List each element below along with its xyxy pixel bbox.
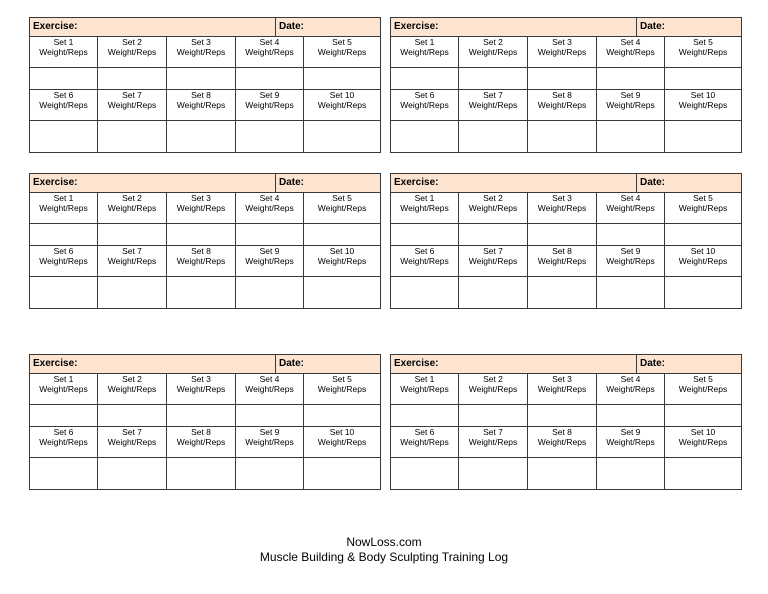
entry-cell[interactable] <box>459 121 528 152</box>
entry-cell[interactable] <box>304 121 380 152</box>
set-label-cell <box>30 90 98 120</box>
set-label-cell <box>167 427 236 457</box>
set-number: Set 9 <box>620 90 641 100</box>
set-number: Set 1 <box>414 37 435 47</box>
set-unit: Weight/Reps <box>107 255 157 266</box>
set-unit: Weight/Reps <box>606 436 655 447</box>
set-number: Set 7 <box>483 427 503 437</box>
set-number: Set 10 <box>690 90 716 100</box>
exercise-header <box>391 355 741 374</box>
set-label-cell <box>391 37 459 67</box>
set-number: Set 8 <box>552 246 572 256</box>
entry-cell[interactable] <box>167 224 236 245</box>
entry-cell[interactable] <box>528 458 597 489</box>
set-label-cell <box>304 374 380 404</box>
set-unit: Weight/Reps <box>107 383 157 394</box>
set-label-cell <box>236 374 304 404</box>
entry-cell[interactable] <box>597 68 665 89</box>
set-label-cell <box>528 374 597 404</box>
entry-cell[interactable] <box>304 68 380 89</box>
set-unit: Weight/Reps <box>537 255 587 266</box>
entry-cell[interactable] <box>528 224 597 245</box>
set-label-cell <box>304 90 380 120</box>
entry-cell[interactable] <box>391 121 459 152</box>
entry-cell[interactable] <box>597 224 665 245</box>
set-number: Set 8 <box>191 246 211 256</box>
date-field[interactable]: Date: <box>279 177 305 188</box>
entry-row <box>30 277 380 308</box>
set-number: Set 5 <box>332 374 352 384</box>
set-label-cell <box>167 37 236 67</box>
set-number: Set 4 <box>620 37 641 47</box>
exercise-header <box>30 18 380 37</box>
set-number: Set 10 <box>329 90 355 100</box>
set-unit: Weight/Reps <box>678 99 728 110</box>
set-number: Set 4 <box>620 374 641 384</box>
entry-cell[interactable] <box>30 458 98 489</box>
entry-row <box>30 224 380 246</box>
set-unit: Weight/Reps <box>107 436 157 447</box>
set-number: Set 7 <box>122 427 142 437</box>
set-unit: Weight/Reps <box>245 255 294 266</box>
set-unit: Weight/Reps <box>537 46 587 57</box>
entry-cell[interactable] <box>459 405 528 426</box>
set-label-cell <box>665 37 741 67</box>
set-number: Set 10 <box>690 427 716 437</box>
entry-cell[interactable] <box>665 405 741 426</box>
set-number: Set 3 <box>552 37 572 47</box>
set-label-cell <box>236 37 304 67</box>
exercise-block <box>390 354 742 490</box>
entry-cell[interactable] <box>597 277 665 308</box>
entry-cell[interactable] <box>167 458 236 489</box>
date-field[interactable]: Date: <box>279 358 305 369</box>
entry-cell[interactable] <box>236 405 304 426</box>
set-unit: Weight/Reps <box>39 46 88 57</box>
set-label-cell <box>597 427 665 457</box>
entry-cell[interactable] <box>236 121 304 152</box>
set-label-cell <box>167 193 236 223</box>
set-number: Set 7 <box>122 90 142 100</box>
entry-cell[interactable] <box>528 121 597 152</box>
set-label-cell <box>167 246 236 276</box>
set-label-cell <box>597 37 665 67</box>
entry-cell[interactable] <box>30 121 98 152</box>
entry-cell[interactable] <box>98 68 167 89</box>
set-label-cell <box>304 427 380 457</box>
entry-cell[interactable] <box>98 121 167 152</box>
set-unit: Weight/Reps <box>317 202 367 213</box>
set-unit: Weight/Reps <box>317 383 367 394</box>
set-unit: Weight/Reps <box>176 99 226 110</box>
set-unit: Weight/Reps <box>537 202 587 213</box>
set-unit: Weight/Reps <box>107 99 157 110</box>
entry-cell[interactable] <box>98 458 167 489</box>
entry-cell[interactable] <box>30 68 98 89</box>
set-label-cell <box>30 374 98 404</box>
set-label-cell <box>459 90 528 120</box>
set-label-cell <box>391 193 459 223</box>
exercise-header <box>391 18 741 37</box>
set-unit: Weight/Reps <box>176 436 226 447</box>
entry-row <box>391 121 741 152</box>
date-field[interactable]: Date: <box>279 21 305 32</box>
set-label-cell <box>459 246 528 276</box>
entry-cell[interactable] <box>459 458 528 489</box>
entry-cell[interactable] <box>30 405 98 426</box>
set-label-row <box>30 246 380 277</box>
set-unit: Weight/Reps <box>245 436 294 447</box>
set-number: Set 6 <box>53 246 74 256</box>
entry-cell[interactable] <box>98 405 167 426</box>
entry-cell[interactable] <box>528 405 597 426</box>
set-label-cell <box>98 427 167 457</box>
exercise-field[interactable]: Exercise: <box>391 355 637 373</box>
exercise-field[interactable]: Exercise: <box>30 18 276 36</box>
set-number: Set 5 <box>332 37 352 47</box>
entry-cell[interactable] <box>665 68 741 89</box>
set-label-cell <box>597 374 665 404</box>
set-number: Set 6 <box>414 90 435 100</box>
set-unit: Weight/Reps <box>678 46 728 57</box>
entry-row <box>30 458 380 489</box>
set-number: Set 4 <box>259 374 280 384</box>
set-number: Set 7 <box>483 246 503 256</box>
set-number: Set 1 <box>53 193 74 203</box>
set-label-cell <box>391 246 459 276</box>
set-unit: Weight/Reps <box>245 383 294 394</box>
set-number: Set 8 <box>191 427 211 437</box>
entry-cell[interactable] <box>236 68 304 89</box>
set-unit: Weight/Reps <box>317 46 367 57</box>
set-label-cell <box>30 427 98 457</box>
set-unit: Weight/Reps <box>176 383 226 394</box>
set-unit: Weight/Reps <box>537 99 587 110</box>
set-label-cell <box>597 90 665 120</box>
set-number: Set 4 <box>620 193 641 203</box>
set-unit: Weight/Reps <box>400 99 449 110</box>
set-label-cell <box>528 193 597 223</box>
set-label-row <box>391 37 741 68</box>
set-number: Set 6 <box>53 90 74 100</box>
set-label-cell <box>459 427 528 457</box>
set-label-cell <box>236 246 304 276</box>
set-label-row <box>30 427 380 458</box>
entry-cell[interactable] <box>167 121 236 152</box>
set-number: Set 1 <box>53 374 74 384</box>
set-label-cell <box>167 374 236 404</box>
set-label-cell <box>98 37 167 67</box>
set-number: Set 9 <box>620 427 641 437</box>
set-number: Set 9 <box>620 246 641 256</box>
set-label-cell <box>528 90 597 120</box>
set-number: Set 10 <box>690 246 716 256</box>
entry-cell[interactable] <box>597 458 665 489</box>
set-unit: Weight/Reps <box>400 202 449 213</box>
set-unit: Weight/Reps <box>107 46 157 57</box>
set-label-cell <box>391 90 459 120</box>
set-unit: Weight/Reps <box>606 255 655 266</box>
set-label-cell <box>665 427 741 457</box>
set-number: Set 10 <box>329 427 355 437</box>
entry-cell[interactable] <box>391 458 459 489</box>
set-label-cell <box>391 374 459 404</box>
set-unit: Weight/Reps <box>400 46 449 57</box>
set-label-row <box>391 246 741 277</box>
set-number: Set 3 <box>191 37 211 47</box>
set-unit: Weight/Reps <box>678 202 728 213</box>
set-unit: Weight/Reps <box>400 255 449 266</box>
set-number: Set 7 <box>122 246 142 256</box>
set-label-cell <box>665 90 741 120</box>
exercise-field[interactable]: Exercise: <box>391 174 637 192</box>
set-label-row <box>391 427 741 458</box>
set-number: Set 2 <box>483 193 503 203</box>
exercise-block <box>390 17 742 153</box>
set-unit: Weight/Reps <box>606 46 655 57</box>
set-label-cell <box>98 90 167 120</box>
entry-cell[interactable] <box>30 277 98 308</box>
entry-row <box>391 224 741 246</box>
entry-row <box>391 277 741 308</box>
set-unit: Weight/Reps <box>606 383 655 394</box>
set-unit: Weight/Reps <box>39 436 88 447</box>
set-label-cell <box>304 193 380 223</box>
exercise-block <box>29 354 381 490</box>
set-number: Set 5 <box>693 37 713 47</box>
entry-cell[interactable] <box>98 277 167 308</box>
entry-row <box>30 405 380 427</box>
set-unit: Weight/Reps <box>317 436 367 447</box>
set-number: Set 5 <box>693 193 713 203</box>
set-label-cell <box>304 37 380 67</box>
set-label-cell <box>98 374 167 404</box>
set-unit: Weight/Reps <box>678 255 728 266</box>
set-label-row <box>30 374 380 405</box>
set-unit: Weight/Reps <box>39 202 88 213</box>
entry-cell[interactable] <box>304 224 380 245</box>
entry-cell[interactable] <box>459 224 528 245</box>
set-label-cell <box>98 193 167 223</box>
entry-cell[interactable] <box>391 277 459 308</box>
set-number: Set 4 <box>259 37 280 47</box>
entry-cell[interactable] <box>528 68 597 89</box>
entry-cell[interactable] <box>391 405 459 426</box>
set-label-row <box>30 37 380 68</box>
set-number: Set 2 <box>122 37 142 47</box>
entry-cell[interactable] <box>167 405 236 426</box>
entry-row <box>391 405 741 427</box>
set-unit: Weight/Reps <box>468 99 518 110</box>
set-label-row <box>30 90 380 121</box>
date-field[interactable]: Date: <box>640 177 666 188</box>
set-unit: Weight/Reps <box>468 46 518 57</box>
set-number: Set 1 <box>414 374 435 384</box>
exercise-header <box>391 174 741 193</box>
set-number: Set 9 <box>259 90 280 100</box>
set-label-row <box>391 374 741 405</box>
set-label-cell <box>30 37 98 67</box>
set-unit: Weight/Reps <box>537 383 587 394</box>
exercise-block <box>390 173 742 309</box>
set-label-cell <box>98 246 167 276</box>
entry-row <box>30 68 380 90</box>
set-unit: Weight/Reps <box>400 436 449 447</box>
set-unit: Weight/Reps <box>468 202 518 213</box>
set-number: Set 9 <box>259 246 280 256</box>
set-unit: Weight/Reps <box>606 99 655 110</box>
set-unit: Weight/Reps <box>176 46 226 57</box>
set-unit: Weight/Reps <box>537 436 587 447</box>
entry-cell[interactable] <box>459 277 528 308</box>
entry-cell[interactable] <box>304 458 380 489</box>
set-label-cell <box>236 193 304 223</box>
entry-cell[interactable] <box>236 458 304 489</box>
set-label-cell <box>459 193 528 223</box>
entry-cell[interactable] <box>665 121 741 152</box>
set-unit: Weight/Reps <box>678 436 728 447</box>
set-label-cell <box>30 193 98 223</box>
set-unit: Weight/Reps <box>468 383 518 394</box>
set-number: Set 3 <box>191 193 211 203</box>
set-number: Set 3 <box>552 193 572 203</box>
exercise-header <box>30 355 380 374</box>
entry-cell[interactable] <box>236 224 304 245</box>
set-label-cell <box>304 246 380 276</box>
entry-cell[interactable] <box>98 224 167 245</box>
set-unit: Weight/Reps <box>39 255 88 266</box>
entry-row <box>391 68 741 90</box>
set-number: Set 5 <box>693 374 713 384</box>
entry-row <box>391 458 741 489</box>
set-label-cell <box>528 427 597 457</box>
set-number: Set 2 <box>122 193 142 203</box>
set-number: Set 9 <box>259 427 280 437</box>
set-number: Set 8 <box>552 90 572 100</box>
entry-cell[interactable] <box>304 405 380 426</box>
entry-cell[interactable] <box>597 121 665 152</box>
set-label-cell <box>459 37 528 67</box>
entry-cell[interactable] <box>391 224 459 245</box>
entry-cell[interactable] <box>665 458 741 489</box>
exercise-field[interactable]: Exercise: <box>30 355 276 373</box>
exercise-header <box>30 174 380 193</box>
date-field[interactable]: Date: <box>640 21 666 32</box>
set-number: Set 6 <box>414 246 435 256</box>
set-label-cell <box>236 90 304 120</box>
exercise-block <box>29 17 381 153</box>
set-label-cell <box>665 246 741 276</box>
set-label-row <box>30 193 380 224</box>
set-label-cell <box>665 374 741 404</box>
set-unit: Weight/Reps <box>317 99 367 110</box>
set-number: Set 6 <box>53 427 74 437</box>
set-number: Set 6 <box>414 427 435 437</box>
set-label-cell <box>167 90 236 120</box>
set-label-cell <box>528 246 597 276</box>
set-unit: Weight/Reps <box>606 202 655 213</box>
set-label-row <box>391 90 741 121</box>
set-number: Set 1 <box>53 37 74 47</box>
footer-title: Muscle Building & Body Sculpting Training Log <box>259 550 509 564</box>
set-label-cell <box>665 193 741 223</box>
set-number: Set 5 <box>332 193 352 203</box>
entry-cell[interactable] <box>665 224 741 245</box>
set-unit: Weight/Reps <box>107 202 157 213</box>
entry-cell[interactable] <box>304 277 380 308</box>
set-label-row <box>391 193 741 224</box>
set-unit: Weight/Reps <box>468 436 518 447</box>
entry-cell[interactable] <box>167 277 236 308</box>
date-field[interactable]: Date: <box>640 358 666 369</box>
exercise-field[interactable]: Exercise: <box>391 18 637 36</box>
set-number: Set 4 <box>259 193 280 203</box>
footer-site: NowLoss.com <box>346 535 422 549</box>
set-label-cell <box>236 427 304 457</box>
set-unit: Weight/Reps <box>245 46 294 57</box>
set-unit: Weight/Reps <box>39 383 88 394</box>
set-unit: Weight/Reps <box>400 383 449 394</box>
entry-row <box>30 121 380 152</box>
set-number: Set 2 <box>122 374 142 384</box>
set-label-cell <box>459 374 528 404</box>
set-unit: Weight/Reps <box>176 202 226 213</box>
exercise-field[interactable]: Exercise: <box>30 174 276 192</box>
entry-cell[interactable] <box>528 277 597 308</box>
entry-cell[interactable] <box>597 405 665 426</box>
entry-cell[interactable] <box>30 224 98 245</box>
set-label-cell <box>30 246 98 276</box>
set-number: Set 10 <box>329 246 355 256</box>
entry-cell[interactable] <box>459 68 528 89</box>
exercise-block <box>29 173 381 309</box>
set-unit: Weight/Reps <box>245 202 294 213</box>
entry-cell[interactable] <box>391 68 459 89</box>
set-label-cell <box>391 427 459 457</box>
set-number: Set 8 <box>191 90 211 100</box>
set-unit: Weight/Reps <box>317 255 367 266</box>
entry-cell[interactable] <box>236 277 304 308</box>
set-number: Set 3 <box>191 374 211 384</box>
set-label-cell <box>597 246 665 276</box>
set-number: Set 1 <box>414 193 435 203</box>
set-number: Set 2 <box>483 374 503 384</box>
set-number: Set 8 <box>552 427 572 437</box>
set-unit: Weight/Reps <box>176 255 226 266</box>
set-label-cell <box>528 37 597 67</box>
set-unit: Weight/Reps <box>39 99 88 110</box>
set-label-cell <box>597 193 665 223</box>
set-unit: Weight/Reps <box>468 255 518 266</box>
set-unit: Weight/Reps <box>245 99 294 110</box>
set-number: Set 7 <box>483 90 503 100</box>
entry-cell[interactable] <box>665 277 741 308</box>
set-number: Set 3 <box>552 374 572 384</box>
set-number: Set 2 <box>483 37 503 47</box>
set-unit: Weight/Reps <box>678 383 728 394</box>
entry-cell[interactable] <box>167 68 236 89</box>
